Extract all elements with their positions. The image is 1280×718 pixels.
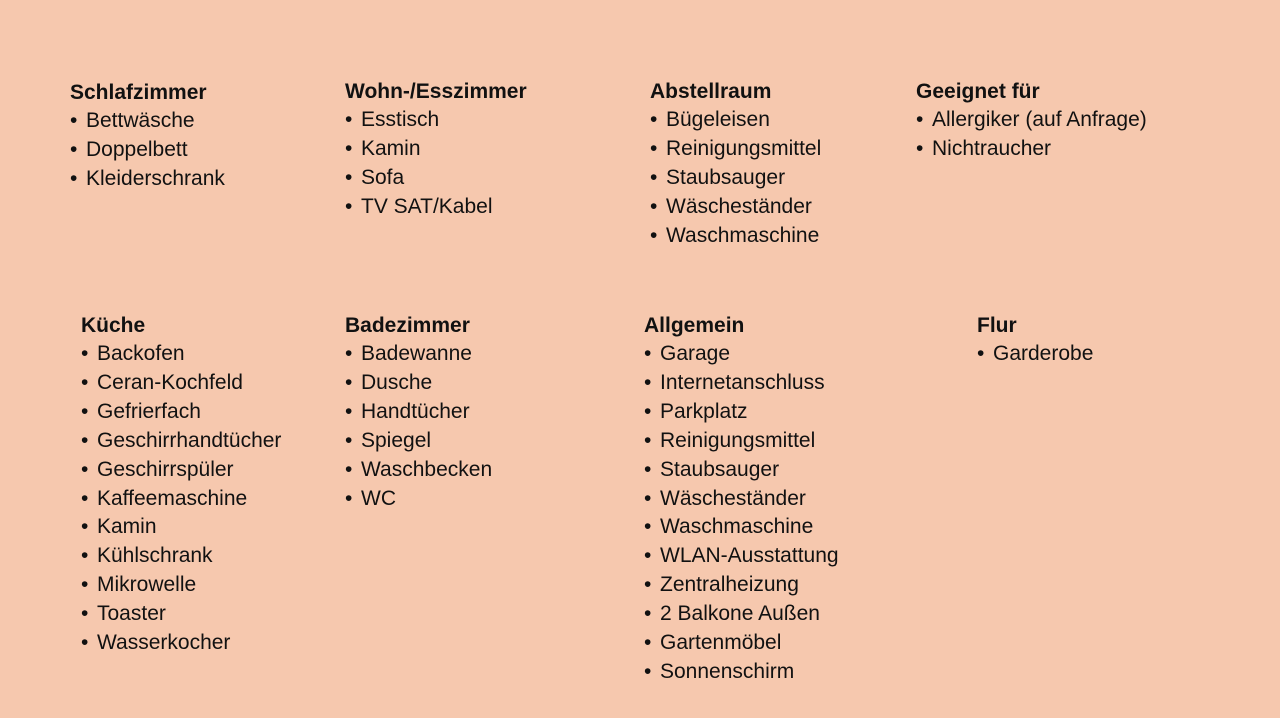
- bullet: •: [81, 631, 89, 655]
- bullet: •: [644, 515, 652, 539]
- list-item: [650, 106, 821, 135]
- bullet: •: [81, 602, 89, 626]
- item-label: TV SAT/Kabel: [361, 194, 493, 218]
- section-title: Wohn-/Esszimmer: [345, 80, 527, 103]
- list-item: [345, 427, 492, 456]
- bullet: •: [345, 399, 353, 423]
- item-label: Bügeleisen: [666, 108, 770, 131]
- bullet: •: [644, 573, 652, 597]
- item-label: Zentralheizung: [660, 573, 799, 597]
- item-label: WC: [361, 486, 396, 510]
- section-title: Abstellraum: [650, 80, 772, 103]
- list-item: [650, 193, 821, 222]
- bullet: •: [81, 573, 89, 597]
- list-item: [81, 571, 281, 600]
- item-label: Geschirrspüler: [97, 457, 234, 481]
- item-label: Garderobe: [993, 342, 1094, 365]
- item-label: Staubsauger: [666, 165, 786, 189]
- list-item: [644, 427, 839, 456]
- item-label: Kamin: [97, 515, 157, 539]
- bullet: •: [644, 659, 652, 683]
- item-label: Wäscheständer: [666, 194, 812, 218]
- amenity-list: [70, 107, 225, 194]
- bullet: •: [81, 428, 89, 452]
- section-geeignet-fuer: [916, 77, 1147, 164]
- bullet: •: [81, 486, 89, 510]
- list-item: [345, 398, 492, 427]
- bullet: •: [650, 223, 658, 247]
- item-label: Sonnenschirm: [660, 659, 795, 683]
- item-label: Allergiker (auf Anfrage): [932, 108, 1147, 131]
- bullet: •: [70, 166, 78, 190]
- item-label: Ceran-Kochfeld: [97, 370, 243, 394]
- list-item: [644, 485, 839, 514]
- list-item: [345, 485, 492, 514]
- list-item: [644, 369, 839, 398]
- item-label: Toaster: [97, 602, 166, 626]
- item-label: Sofa: [361, 165, 405, 189]
- item-label: Staubsauger: [660, 457, 780, 481]
- list-item: [644, 513, 839, 542]
- list-item: [644, 571, 839, 600]
- list-item: [650, 135, 821, 164]
- list-item: [81, 600, 281, 629]
- bullet: •: [70, 109, 78, 132]
- amenity-list: [345, 106, 527, 222]
- list-item: [644, 340, 839, 369]
- section-title: Küche: [81, 314, 146, 337]
- list-item: [345, 106, 527, 135]
- bullet: •: [644, 457, 652, 481]
- item-label: Wasserkocher: [97, 631, 231, 655]
- bullet: •: [345, 342, 353, 365]
- bullet: •: [70, 137, 78, 161]
- item-label: Bettwäsche: [86, 109, 195, 132]
- list-item: [644, 542, 839, 571]
- item-label: Backofen: [97, 342, 185, 365]
- item-label: Waschmaschine: [660, 515, 814, 539]
- bullet: •: [644, 370, 652, 394]
- bullet: •: [650, 165, 658, 189]
- list-item: [644, 658, 839, 687]
- item-label: Reinigungsmittel: [666, 136, 822, 160]
- item-label: Waschmaschine: [666, 223, 820, 247]
- section-allgemein: [644, 311, 839, 687]
- bullet: •: [644, 631, 652, 655]
- amenity-list: [650, 106, 821, 251]
- bullet: •: [916, 136, 924, 160]
- amenity-list: [345, 340, 492, 513]
- section-flur: [977, 311, 1093, 369]
- bullet: •: [650, 194, 658, 218]
- section-title: Allgemein: [644, 314, 745, 337]
- item-label: Spiegel: [361, 428, 432, 452]
- item-label: Kleiderschrank: [86, 166, 225, 190]
- bullet: •: [644, 486, 652, 510]
- bullet: •: [644, 399, 652, 423]
- list-item: [345, 369, 492, 398]
- list-item: [70, 165, 225, 194]
- section-title: Flur: [977, 314, 1017, 337]
- list-item: [345, 164, 527, 193]
- bullet: •: [81, 515, 89, 539]
- bullet: •: [345, 165, 353, 189]
- item-label: Nichtraucher: [932, 136, 1052, 160]
- list-item: [70, 107, 225, 136]
- item-label: Kühlschrank: [97, 544, 213, 568]
- list-item: [650, 164, 821, 193]
- section-title: Badezimmer: [345, 314, 470, 337]
- section-abstellraum: [650, 77, 821, 251]
- item-label: Garage: [660, 342, 731, 365]
- section-badezimmer: [345, 311, 492, 513]
- bullet: •: [345, 457, 353, 481]
- list-item: [644, 600, 839, 629]
- item-label: Handtücher: [361, 399, 470, 423]
- list-item: [81, 427, 281, 456]
- section-title: Schlafzimmer: [70, 81, 207, 104]
- amenity-list: [977, 340, 1093, 369]
- bullet: •: [81, 342, 89, 365]
- amenity-list: [644, 340, 839, 687]
- item-label: 2 Balkone Außen: [660, 602, 820, 626]
- list-item: [644, 456, 839, 485]
- item-label: Doppelbett: [86, 137, 188, 161]
- list-item: [81, 340, 281, 369]
- bullet: •: [345, 136, 353, 160]
- item-label: Gefrierfach: [97, 399, 201, 423]
- item-label: Badewanne: [361, 342, 472, 365]
- bullet: •: [345, 486, 353, 510]
- list-item: [345, 456, 492, 485]
- list-item: [916, 106, 1147, 135]
- section-schlafzimmer: [70, 78, 225, 194]
- list-item: [81, 542, 281, 571]
- list-item: [81, 485, 281, 514]
- item-label: Kamin: [361, 136, 421, 160]
- section-kueche: [81, 311, 281, 658]
- list-item: [81, 629, 281, 658]
- item-label: Mikrowelle: [97, 573, 197, 597]
- list-item: [650, 222, 821, 251]
- item-label: Internetanschluss: [660, 370, 825, 394]
- item-label: Kaffeemaschine: [97, 486, 248, 510]
- bullet: •: [916, 108, 924, 131]
- bullet: •: [644, 342, 652, 365]
- list-item: [345, 193, 527, 222]
- item-label: WLAN-Ausstattung: [660, 544, 839, 568]
- item-label: Waschbecken: [361, 457, 493, 481]
- list-item: [70, 136, 225, 165]
- list-item: [916, 135, 1147, 164]
- bullet: •: [345, 370, 353, 394]
- amenity-list: [81, 340, 281, 658]
- amenity-list: [916, 106, 1147, 164]
- list-item: [81, 456, 281, 485]
- item-label: Esstisch: [361, 108, 440, 131]
- item-label: Wäscheständer: [660, 486, 806, 510]
- bullet: •: [650, 108, 658, 131]
- item-label: Geschirrhandtücher: [97, 428, 282, 452]
- bullet: •: [650, 136, 658, 160]
- bullet: •: [644, 428, 652, 452]
- bullet: •: [345, 194, 353, 218]
- bullet: •: [81, 544, 89, 568]
- bullet: •: [81, 457, 89, 481]
- list-item: [81, 369, 281, 398]
- list-item: [345, 135, 527, 164]
- bullet: •: [345, 428, 353, 452]
- bullet: •: [977, 342, 985, 365]
- list-item: [644, 629, 839, 658]
- item-label: Reinigungsmittel: [660, 428, 816, 452]
- list-item: [345, 340, 492, 369]
- list-item: [81, 513, 281, 542]
- list-item: [81, 398, 281, 427]
- list-item: [644, 398, 839, 427]
- section-title: Geeignet für: [916, 80, 1040, 103]
- item-label: Dusche: [361, 370, 433, 394]
- bullet: •: [345, 108, 353, 131]
- item-label: Gartenmöbel: [660, 631, 782, 655]
- bullet: •: [81, 399, 89, 423]
- bullet: •: [644, 602, 652, 626]
- section-wohn-esszimmer: [345, 77, 527, 222]
- item-label: Parkplatz: [660, 399, 748, 423]
- list-item: [977, 340, 1093, 369]
- bullet: •: [81, 370, 89, 394]
- bullet: •: [644, 544, 652, 568]
